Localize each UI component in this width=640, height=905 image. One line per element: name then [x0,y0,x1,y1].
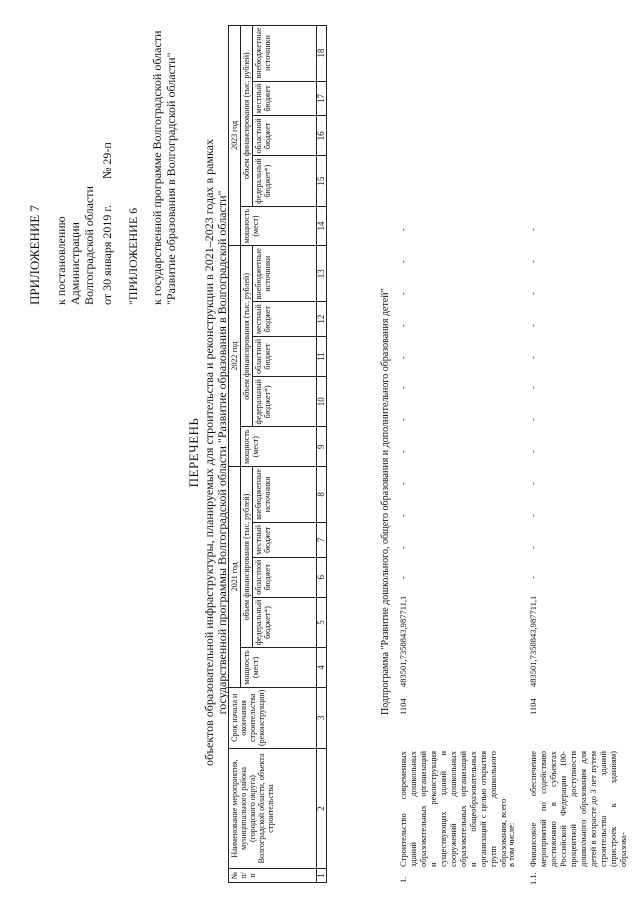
row-name: в том числе: [506,822,516,867]
row-dash: - [398,450,408,453]
appendix-prev-title: "ПРИЛОЖЕНИЕ 6 [126,207,140,305]
row-dash: - [528,260,538,263]
appendix-line: Администрации [68,222,82,305]
row-fed: 483501,7 [528,655,538,687]
row-capacity: 1104 [528,698,538,715]
loc-budget-header: местный бюджет [253,522,317,557]
funding-header: объем финансирования (тыс. рублей) [241,246,253,427]
col-no-header: № п/п [229,869,317,883]
fed-budget-header: федеральный бюджет*) [253,156,317,206]
row-name: Финансовое обеспечение мероприятий по содействию достижению в субъектах Российской Федерации 100-процентной доступности дошкольного образования для детей в возрасте до 3 лет путем строительства зданий (пристроек к зданиям) образова- [528,751,628,867]
column-number: 13 [317,246,327,302]
row-dash: - [398,576,408,579]
row-capacity: 1104 [398,698,408,715]
row-dash: - [528,514,538,517]
row-dash: - [528,386,538,389]
ext-sources-header: внебюджетные источники [253,25,317,81]
column-number: 12 [317,302,327,337]
year-2022-header: 2022 год [229,246,241,467]
appendix-prev-line: "Развитие образования в Волгоградской области" [164,52,178,305]
row-dash: - [528,576,538,579]
col-term-header: Срок начала и окончания строительства (реконструкции) [229,687,317,748]
column-number: 15 [317,156,327,206]
column-number: 18 [317,25,327,81]
column-number: 9 [317,427,327,466]
funding-header: объем финансирования (тыс. рублей) [241,466,253,647]
row-dash: - [398,292,408,295]
column-number: 10 [317,377,327,427]
row-dash: - [528,450,538,453]
appendix-date-line [100,31,114,305]
row-dash: - [398,418,408,421]
row-dash: - [528,292,538,295]
capacity-header: мощность (мест) [241,648,317,687]
objects-table-header [228,25,327,883]
list-heading: ПЕРЕЧЕНЬ [186,417,201,488]
column-number: 3 [317,687,327,748]
row-dash: - [528,482,538,485]
column-number: 2 [317,749,327,869]
column-number: 14 [317,206,327,245]
row-dash: - [528,228,538,231]
fed-budget-header: федеральный бюджет*) [253,597,317,647]
row-dash: - [398,260,408,263]
subprogram-title: Подпрограмма "Развитие дошкольного, общего образования и дополнительного образования детей" [380,288,391,715]
column-number: 6 [317,557,327,597]
column-number: 16 [317,116,327,156]
list-title-line: государственной программы Волгоградской области "Развитие образования в Волгоградской области" [215,190,229,715]
row-dash: - [398,482,408,485]
row-dash: - [398,228,408,231]
row-dash: - [398,386,408,389]
column-number-row [317,25,327,882]
column-number: 11 [317,337,327,377]
row-number: 1. [398,876,408,883]
column-number: 4 [317,648,327,687]
appendix-block [28,31,178,305]
row-dash: - [398,356,408,359]
row-loc: 87711,1 [528,595,538,623]
year-2021-header: 2021 год [229,466,241,687]
funding-header: объем финансирования (тыс. рублей) [241,25,253,206]
appendix-line: Волгоградской области [82,186,96,305]
reg-budget-header: областной бюджет [253,557,317,597]
col-name-header: Наименование мероприятия, муниципального района (городского округа) Волгоградской области, объекта строительства [229,749,317,869]
ext-sources-header: внебюджетные источники [253,246,317,302]
column-number: 5 [317,597,327,647]
row-reg: 350843,9 [528,623,538,655]
appendix-number: № 29-п [100,142,114,180]
year-2023-header: 2023 год [229,25,241,246]
row-number: 1.1. [528,872,538,885]
row-dash: - [398,324,408,327]
reg-budget-header: областной бюджет [253,337,317,377]
row-dash: - [398,514,408,517]
appendix-date: от 30 января 2019 г. [100,205,114,305]
column-number: 1 [317,869,327,883]
appendix-line: к постановлению [54,216,68,305]
row-fed: 483501,7 [398,655,408,687]
row-dash: - [528,546,538,549]
capacity-header: мощность (мест) [241,206,317,245]
row-name: Строительство современных зданий дошкольных образовательных организаций и реконструкция существующих зданий и сооружений дошкольных образовательных организаций и общеобразовательных организаций с целью открытия групп дошкольного образования, всего [398,751,508,867]
row-dash: - [528,356,538,359]
row-dash: - [528,418,538,421]
appendix-prev-line: к государственной программе Волгоградской области [150,30,164,305]
column-number: 7 [317,522,327,557]
row-loc: 87711,1 [398,595,408,623]
loc-budget-header: местный бюджет [253,302,317,337]
row-reg: 350843,9 [398,623,408,655]
capacity-header: мощность (мест) [241,427,317,466]
row-dash: - [528,324,538,327]
column-number: 8 [317,466,327,522]
row-dash: - [398,546,408,549]
column-number: 17 [317,81,327,116]
list-title-line: объектов образовательной инфраструктуры, планируемых для строительства и реконструкции в 2021–2023 годах в рамках [202,139,216,766]
fed-budget-header: федеральный бюджет*) [253,377,317,427]
appendix-title: ПРИЛОЖЕНИЕ 7 [27,205,42,305]
loc-budget-header: местный бюджет [253,81,317,116]
ext-sources-header: внебюджетные источники [253,466,317,522]
reg-budget-header: областной бюджет [253,116,317,156]
